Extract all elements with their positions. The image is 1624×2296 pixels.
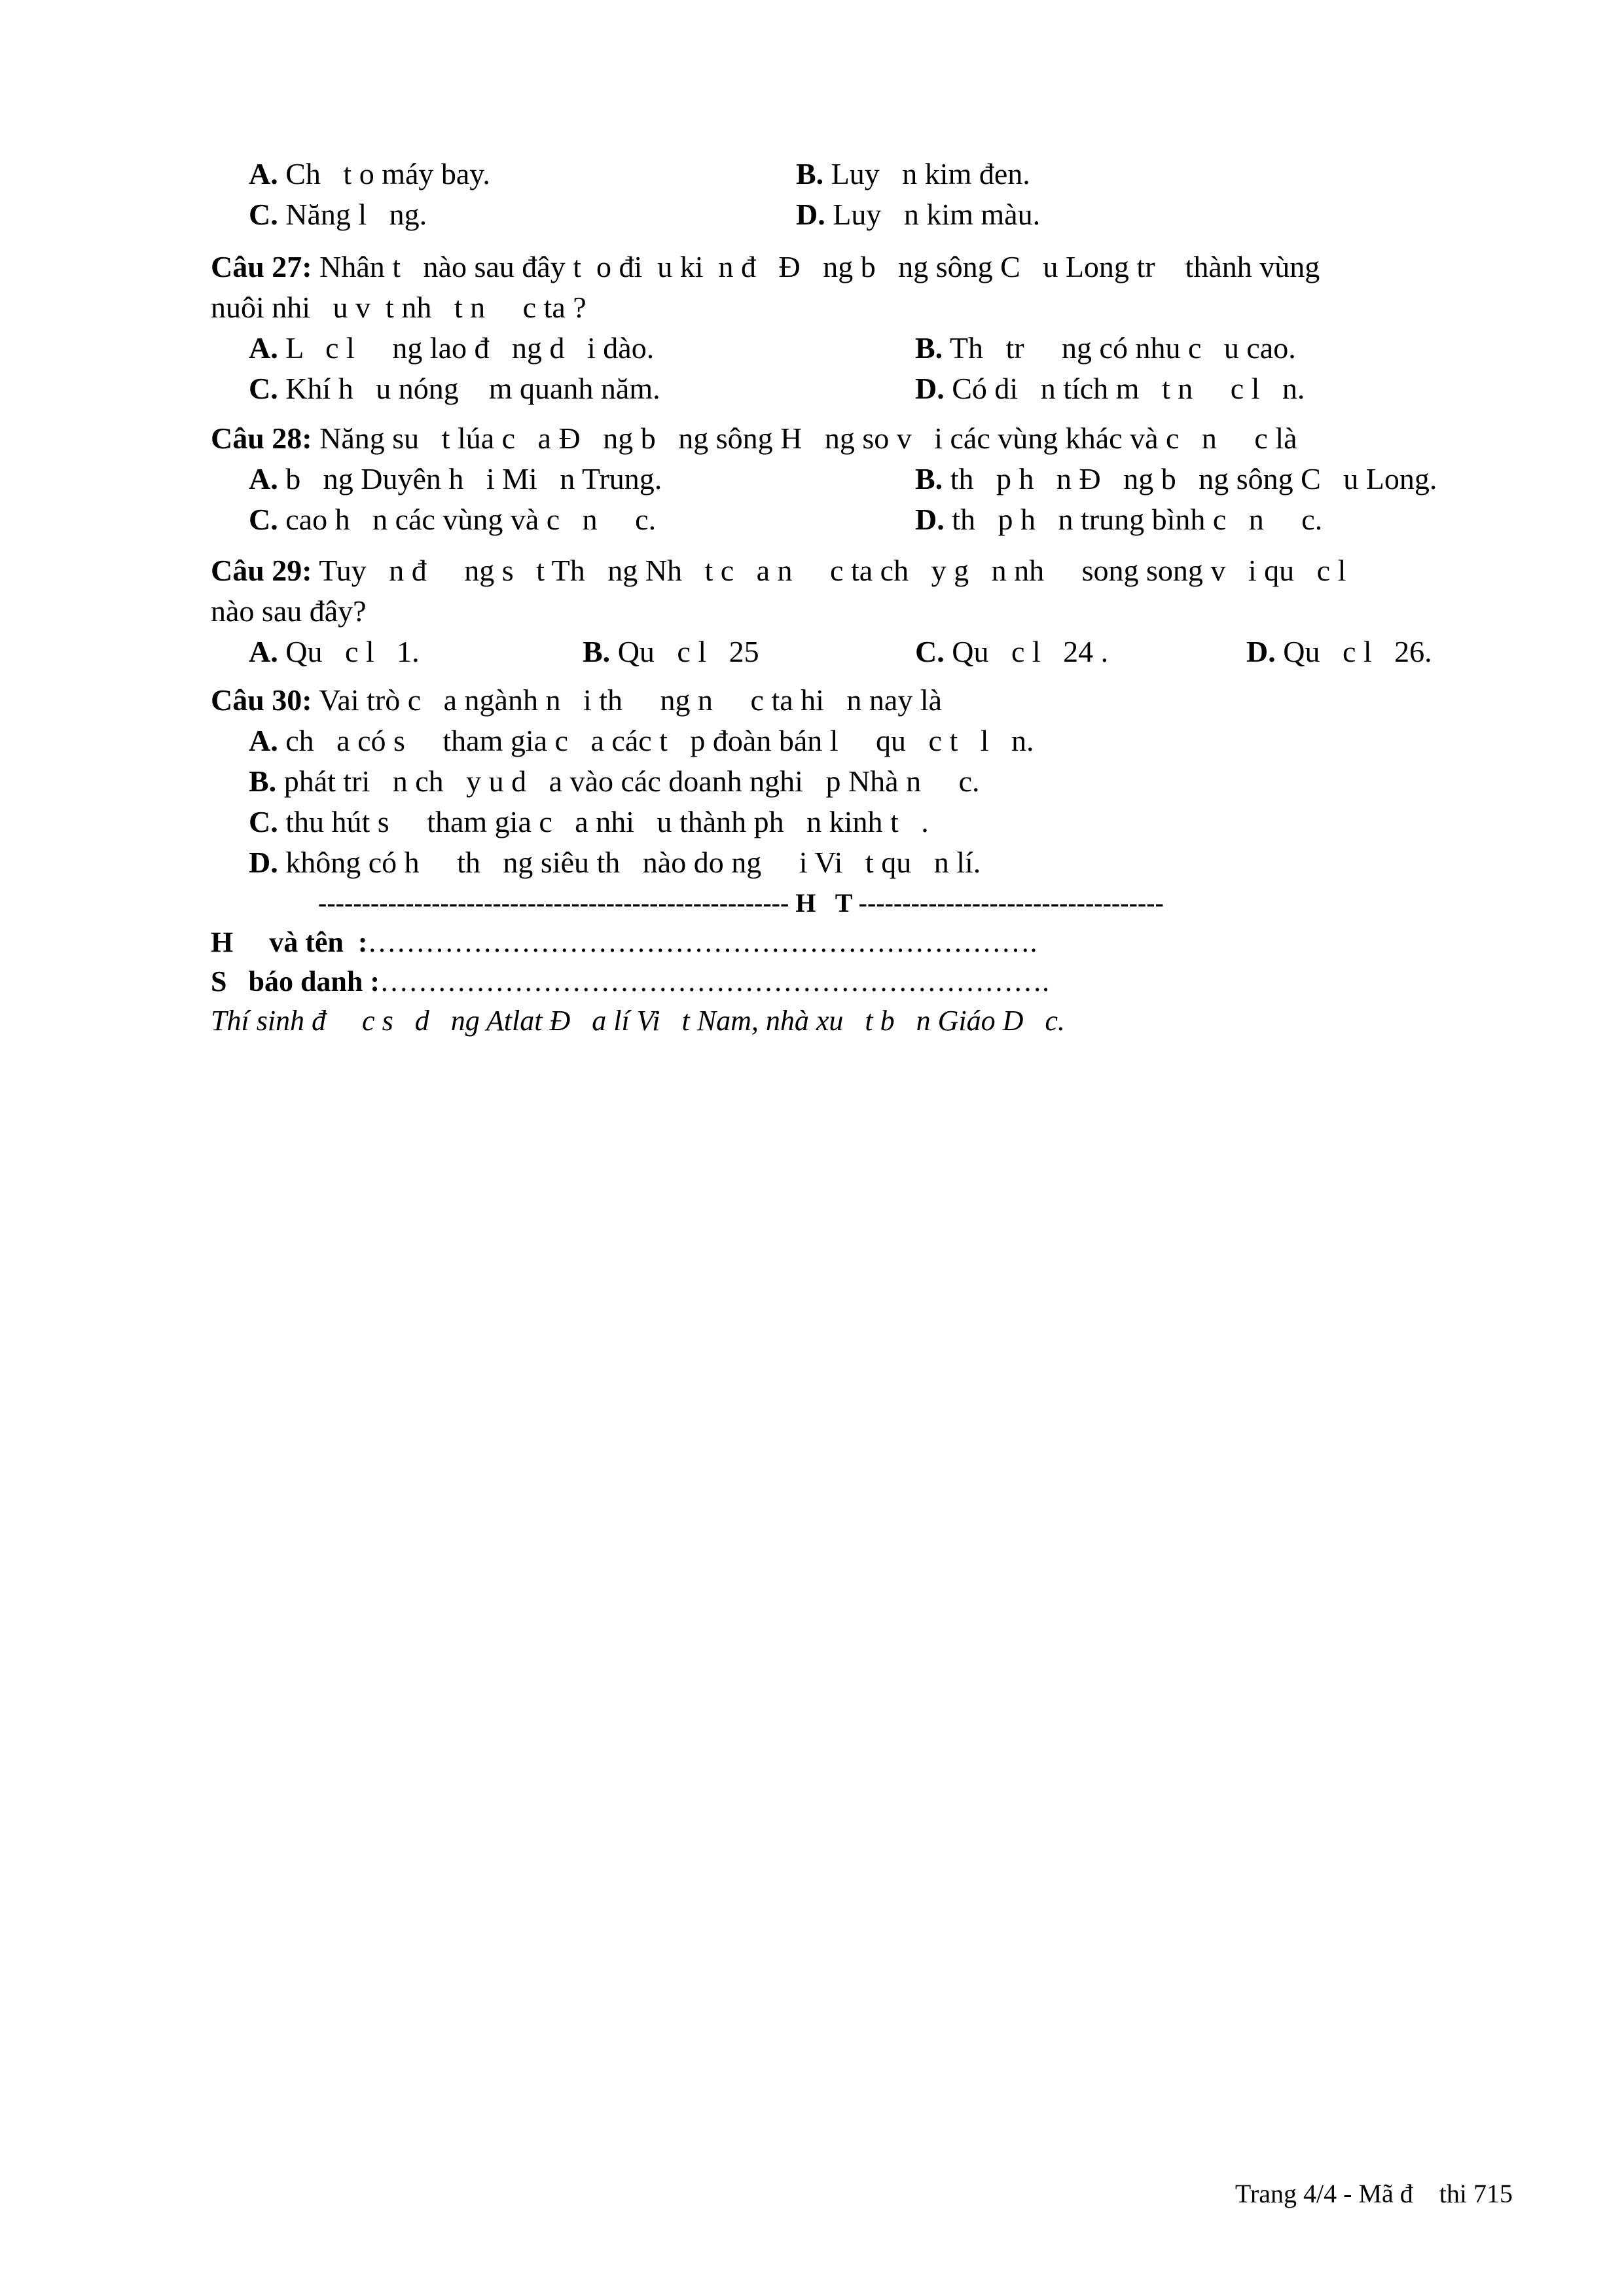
candidate-id-line: S báo danh :……………………………………………………………. bbox=[211, 965, 1050, 997]
end-marker: ------------------------------------------------------ H T ----------------------------------- bbox=[318, 888, 1164, 918]
candidate-name-line: H và tên :……………………………………………………………. bbox=[211, 926, 1038, 958]
page-footer: Trang 4/4 - Mã đ thi 715 bbox=[1235, 2179, 1513, 2208]
question-28-option-a: A. b ng Duyên h i Mi n Trung. bbox=[249, 462, 662, 495]
question-29-option-a: A. Qu c l 1. bbox=[249, 635, 420, 668]
question-27-option-d: D. Có di n tích m t n c l n. bbox=[915, 372, 1305, 405]
question-30-stem: Câu 30: Vai trò c a ngành n i th ng n c ta hi n nay là bbox=[211, 683, 943, 717]
question-29-option-d: D. Qu c l 26. bbox=[1246, 635, 1432, 668]
question-29-option-b: B. Qu c l 25 bbox=[583, 635, 759, 668]
prev-option-c: C. Năng l ng. bbox=[249, 198, 427, 231]
question-27-stem: Câu 27: Nhân t nào sau đây t o đi u ki n đ Đ ng b ng sông C u Long tr thành vùng bbox=[211, 250, 1320, 283]
question-30-option-d: D. không có h th ng siêu th nào do ng i Vi t qu n lí. bbox=[249, 846, 981, 879]
question-28-option-b: B. th p h n Đ ng b ng sông C u Long. bbox=[915, 462, 1437, 495]
question-27-option-b: B. Th tr ng có nhu c u cao. bbox=[915, 331, 1296, 365]
prev-option-d: D. Luy n kim màu. bbox=[796, 198, 1041, 231]
question-27-option-c: C. Khí h u nóng m quanh năm. bbox=[249, 372, 660, 405]
question-27-option-a: A. L c l ng lao đ ng d i dào. bbox=[249, 331, 655, 365]
candidate-note: Thí sinh đ c s d ng Atlat Đ a lí Vi t Nam, nhà xu t b n Giáo D c. bbox=[211, 1005, 1065, 1037]
question-29-stem-cont: nào sau đây? bbox=[211, 594, 367, 628]
question-28-option-c: C. cao h n các vùng và c n c. bbox=[249, 503, 657, 536]
prev-option-b: B. Luy n kim đen. bbox=[796, 157, 1030, 190]
question-27-stem-cont: nuôi nhi u v t nh t n c ta ? bbox=[211, 291, 586, 324]
question-30-option-b: B. phát tri n ch y u d a vào các doanh nghi p Nhà n c. bbox=[249, 764, 980, 798]
question-29-stem: Câu 29: Tuy n đ ng s t Th ng Nh t c a n c ta ch y g n nh song song v i qu c l bbox=[211, 554, 1346, 587]
question-28-stem: Câu 28: Năng su t lúa c a Đ ng b ng sông H ng so v i các vùng khác và c n c là bbox=[211, 422, 1297, 455]
prev-option-a: A. Ch t o máy bay. bbox=[249, 157, 490, 190]
question-29-option-c: C. Qu c l 24 . bbox=[915, 635, 1109, 668]
question-28-option-d: D. th p h n trung bình c n c. bbox=[915, 503, 1323, 536]
question-30-option-a: A. ch a có s tham gia c a các t p đoàn bán l qu c t l n. bbox=[249, 724, 1034, 757]
question-30-option-c: C. thu hút s tham gia c a nhi u thành ph n kinh t . bbox=[249, 805, 929, 838]
